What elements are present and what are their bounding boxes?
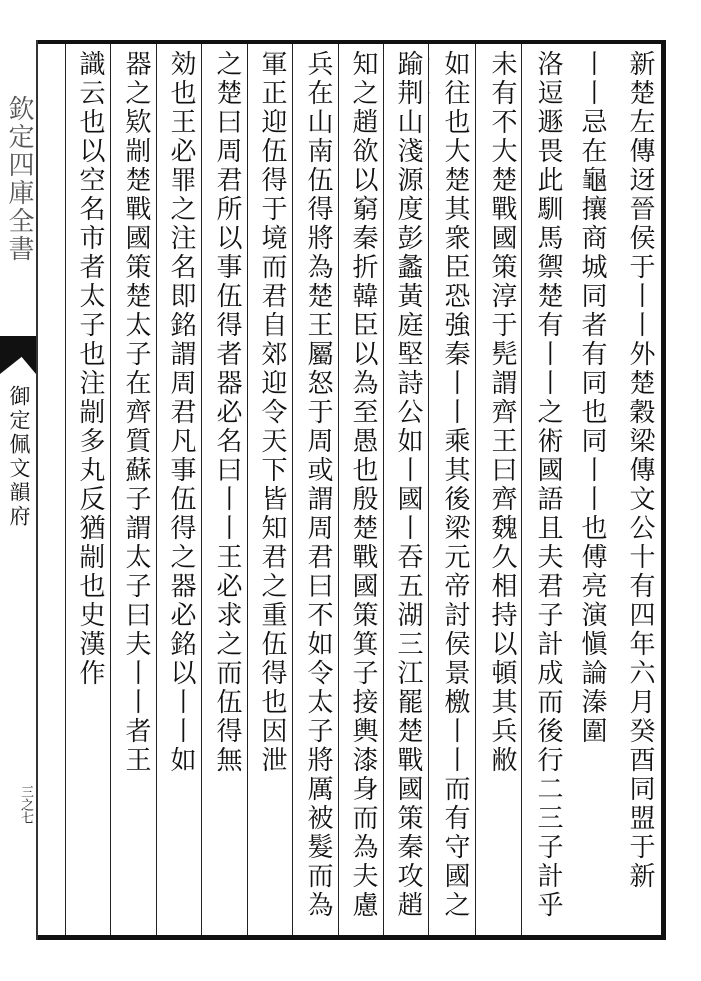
text-column-12: 器之欵剬楚戰國策楚太子在齊質蘇子謂太子曰夫丨丨者王 — [121, 50, 151, 775]
text-column-9: 軍正迎伍得于境而君自郊迎令天下皆知君之重伍得也因泄 — [257, 50, 287, 775]
text-column-4: 未有不大楚戰國策淳于髡謂齊王曰齊魏久相持以頓其兵敝 — [487, 50, 517, 775]
right-border-rule — [661, 40, 666, 940]
text-column-7: 知之趙欲以窮秦折韓臣以為至愚也殷楚戰國策箕子接輿漆身而為夫慮 — [348, 50, 378, 920]
margin-series-title: 欽定四庫全書 — [4, 95, 34, 263]
text-column-11: 効也王必罪之注名即銘謂周君凡事伍得之器必銘以丨丨如 — [166, 50, 196, 775]
text-column-6: 踰荆山淺源度彭蠡黃庭堅詩公如丨國丨吞五湖三江罷楚戰國策秦攻趙 — [393, 50, 423, 920]
text-column-5: 如往也大楚其衆臣恐強秦丨丨乘其後梁元帝討侯景檄丨丨而有守國之 — [440, 50, 470, 920]
text-column-2: 丨丨忌在龜攘商城同者有同也同丨丨也傅亮演愼論溱圍 — [577, 50, 607, 746]
text-column-13: 識云也以空名市者太子也注剬多丸反猶剬也史漢作 — [75, 50, 105, 688]
page-number: 三之七 — [18, 785, 33, 824]
text-column-3: 洛逗遯畏此馴馬禦楚有丨丨之術國語且夫君子計成而後行二三子計乎 — [533, 50, 563, 920]
margin-book-title: 御定佩文韻府 — [7, 385, 31, 529]
text-column-8: 兵在山南伍得將為楚王屬怒于周或謂周君曰不如令太子將厲被髮而為 — [303, 50, 333, 920]
left-border-rule — [36, 40, 38, 940]
text-column-1: 新楚左傳迓晉侯于丨丨外楚穀梁傳文公十有四年六月癸酉同盟于新 — [625, 50, 655, 891]
page-margin — [0, 40, 36, 940]
text-column-10: 之楚曰周君所以事伍得者器必名曰丨丨王必求之而伍得無 — [212, 50, 242, 775]
bottom-border-rule — [38, 935, 665, 940]
fish-tail-mark — [0, 336, 36, 374]
top-border-rule — [38, 40, 665, 44]
